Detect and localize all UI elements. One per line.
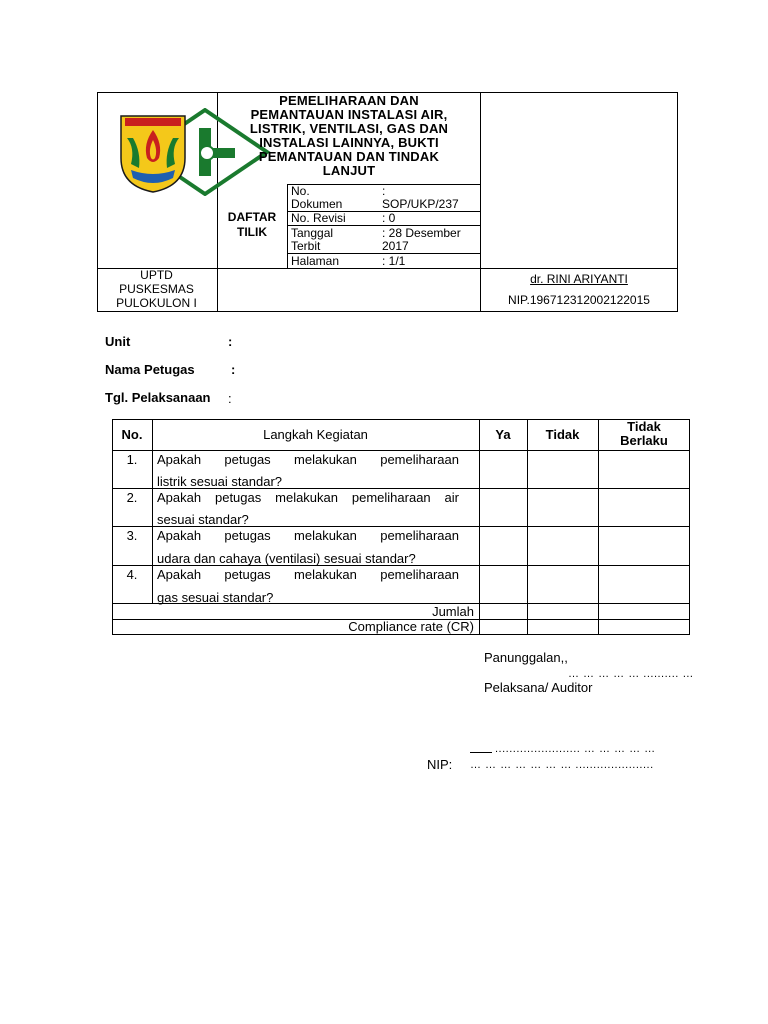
- title-line: INSTALASI LAINNYA, BUKTI: [259, 135, 439, 150]
- petugas-colon: :: [231, 362, 236, 377]
- meta-label-dokumen: Dokumen: [291, 197, 343, 211]
- place-label: Panunggalan,,: [484, 650, 568, 665]
- col-header-langkah-text: Langkah Kegiatan: [263, 427, 368, 442]
- item-number: 3.: [126, 528, 138, 543]
- item-text-line1: Apakah petugas melakukan pemeliharaan: [157, 528, 459, 543]
- col-header-tidak-berlaku: [598, 420, 690, 448]
- item-text-line1: Apakah petugas melakukan pemeliharaan: [157, 567, 459, 582]
- org-line: UPTD: [140, 268, 173, 282]
- tb-line: Berlaku: [620, 433, 668, 448]
- title-line: PEMANTAUAN DAN TINDAK: [258, 149, 440, 164]
- item-text-line2: listrik sesuai standar?: [157, 474, 282, 489]
- daftar-line: TILIK: [237, 225, 267, 239]
- item-text-line2: gas sesuai standar?: [157, 590, 274, 605]
- title-line: LANJUT: [322, 163, 376, 178]
- item-number: 2.: [126, 490, 138, 505]
- col-header-ya: Ya: [495, 427, 511, 442]
- col-header-no: No.: [121, 427, 143, 442]
- meta-label-no: No.: [291, 184, 310, 198]
- signature-underline: [470, 752, 492, 753]
- nip-dots: … … … … … … … ......................: [470, 759, 654, 771]
- checklist-col-line: [152, 419, 153, 603]
- org-line: PULOKULON I: [116, 296, 197, 310]
- meta-left-line: [287, 184, 288, 268]
- head-nip: NIP.196712312002122015: [508, 293, 650, 307]
- daftar-line: DAFTAR: [227, 210, 277, 224]
- tgl-colon: :: [228, 391, 232, 406]
- meta-label-revisi: No. Revisi: [291, 211, 346, 225]
- jumlah-label: Jumlah: [432, 604, 474, 619]
- meta-label-terbit: Terbit: [291, 239, 321, 253]
- date-dots: … … … … … .......... …: [568, 668, 694, 680]
- compliance-label: Compliance rate (CR): [348, 619, 474, 634]
- org-line: PUSKESMAS: [119, 282, 194, 296]
- meta-value-no: :: [382, 184, 386, 198]
- role-label: Pelaksana/ Auditor: [484, 680, 593, 695]
- item-text-line1: Apakah petugas melakukan pemeliharaan air: [157, 490, 459, 505]
- title-line: PEMANTAUAN INSTALASI AIR,: [250, 107, 448, 122]
- head-name: dr. RINI ARIYANTI: [530, 272, 628, 286]
- item-text-line2: sesuai standar?: [157, 512, 249, 527]
- checklist-col-line: [598, 419, 599, 635]
- unit-colon: :: [228, 334, 233, 349]
- col-header-langkah: [152, 427, 479, 442]
- meta-label-tanggal: Tanggal: [291, 226, 334, 240]
- meta-label-halaman: Halaman: [291, 254, 340, 268]
- meta-value-tanggal: : 28 Desember: [382, 226, 461, 240]
- title-line: LISTRIK, VENTILASI, GAS DAN: [249, 121, 449, 136]
- document-title: [218, 94, 480, 178]
- checklist-border-right: [689, 419, 690, 635]
- tb-line: Tidak: [627, 419, 661, 434]
- unit-label: Unit: [105, 334, 131, 349]
- meta-value-revisi: : 0: [382, 211, 396, 225]
- title-line: PEMELIHARAAN DAN: [279, 93, 419, 108]
- col-header-tidak: Tidak: [545, 427, 580, 442]
- checklist-col-line: [479, 419, 480, 635]
- tgl-label: Tgl. Pelaksanaan: [105, 390, 211, 405]
- meta-value-halaman: : 1/1: [382, 254, 406, 268]
- daftar-tilik-label: [221, 210, 283, 240]
- checklist-table: [112, 419, 690, 635]
- meta-value-terbit: 2017: [382, 239, 409, 253]
- organization-name: [99, 268, 214, 310]
- header-border-left: [97, 92, 98, 312]
- signature-name-dots: ........................ … … … … …: [495, 743, 656, 755]
- checklist-border-bottom: [112, 634, 690, 635]
- document-header-table: [97, 92, 678, 312]
- checklist-col-line: [527, 419, 528, 635]
- item-text-line1: Apakah petugas melakukan pemeliharaan: [157, 452, 459, 467]
- petugas-label: Nama Petugas: [105, 362, 195, 377]
- nip-label: NIP:: [427, 757, 453, 772]
- header-border-bottom: [97, 311, 678, 312]
- item-number: 1.: [126, 452, 138, 467]
- item-number: 4.: [126, 567, 138, 582]
- meta-value-dokumen: SOP/UKP/237: [382, 197, 459, 211]
- item-text-line2: udara dan cahaya (ventilasi) sesuai standar?: [157, 551, 416, 566]
